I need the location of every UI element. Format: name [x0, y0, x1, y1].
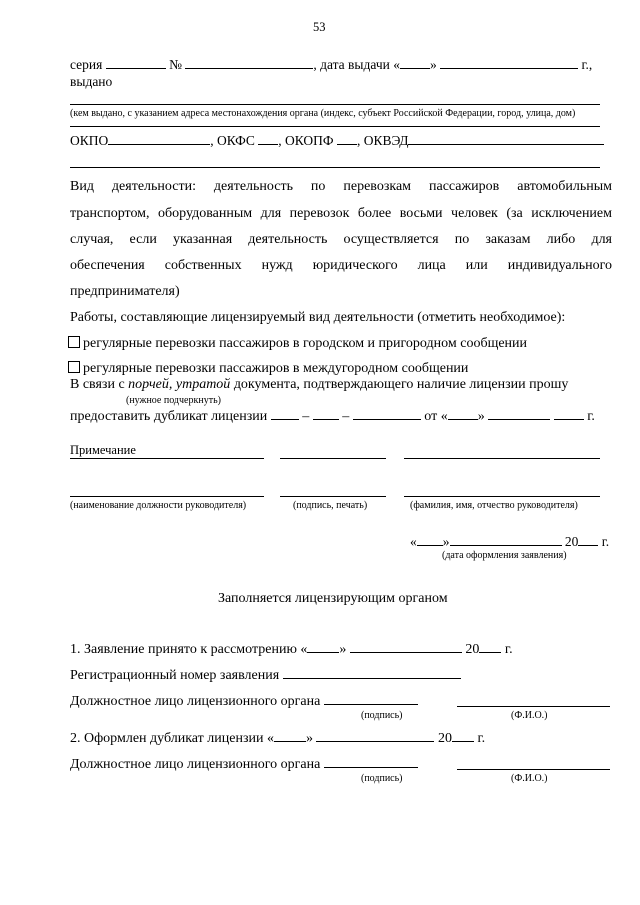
dash-2: –	[342, 409, 350, 424]
license-part-1[interactable]	[271, 407, 299, 420]
issued-by-field-2[interactable]	[70, 126, 600, 127]
year-label: г.	[601, 534, 610, 549]
codes-line	[70, 132, 604, 149]
fio-caption: (фамилия, имя, отчество руководителя)	[410, 500, 578, 511]
extra-line[interactable]	[70, 167, 600, 168]
sign-caption-2: (подпись)	[361, 773, 403, 784]
reg-number-label: Регистрационный номер заявления	[70, 668, 280, 683]
dash-1: –	[302, 409, 310, 424]
from-label: от «	[424, 409, 448, 424]
reg-number-field[interactable]	[283, 666, 461, 679]
note-field[interactable]	[70, 458, 264, 459]
activity-line-5: предпринимателя)	[70, 284, 180, 299]
duplicate-day-field[interactable]	[274, 729, 306, 742]
duplicate-month-field[interactable]	[316, 729, 434, 742]
checkbox-city-label: регулярные перевозки пассажиров в городском и пригородном сообщении	[83, 336, 528, 351]
issued-by-caption: (кем выдано, с указанием адреса местонахождения органа (индекс, субъект Российской Федерации, город, улица, дом)	[70, 108, 576, 119]
issued-label: выдано	[70, 74, 113, 89]
okfs-label: , ОКФС	[210, 133, 255, 148]
official-fio-field-1[interactable]	[457, 706, 610, 707]
fio-caption-1: (Ф.И.О.)	[511, 710, 548, 721]
checkbox-row-intercity[interactable]	[68, 361, 468, 377]
official-fio-field-2[interactable]	[457, 769, 610, 770]
okved-field[interactable]	[408, 132, 604, 145]
position-caption: (наименование должности руководителя)	[70, 500, 247, 511]
quote-open: «	[410, 534, 417, 549]
application-date-caption: (дата оформления заявления)	[442, 550, 567, 561]
checkbox-intercity-label: регулярные перевозки пассажиров в междугородном сообщении	[83, 361, 469, 376]
quote-close: »	[339, 642, 347, 657]
quote-close: »	[305, 731, 313, 746]
okpo-label: ОКПО	[70, 133, 109, 148]
series-field[interactable]	[106, 56, 166, 69]
century-label: 20	[564, 534, 579, 549]
note-field-3[interactable]	[404, 458, 600, 459]
signature-caption: (подпись, печать)	[293, 500, 368, 511]
fio-field[interactable]	[404, 496, 600, 497]
number-field[interactable]	[185, 56, 313, 69]
year-label: г.	[477, 731, 486, 746]
accepted-month-field[interactable]	[350, 640, 462, 653]
request-line-2	[70, 407, 595, 425]
series-line	[70, 56, 592, 73]
issue-month-year-field[interactable]	[440, 56, 578, 69]
quote-close: »	[477, 409, 485, 424]
okved-label: , ОКВЭД	[356, 133, 409, 148]
license-month-field[interactable]	[488, 407, 550, 420]
note-label: Примечание	[70, 443, 136, 457]
checkbox-city[interactable]	[68, 336, 80, 348]
series-label: серия	[70, 57, 103, 72]
reg-number-line	[70, 666, 461, 684]
request-hint: (нужное подчеркнуть)	[126, 395, 221, 406]
accepted-line	[70, 640, 513, 658]
application-date-line	[410, 533, 609, 550]
quote-close: »	[442, 534, 450, 549]
duplicate-year-field[interactable]	[452, 729, 474, 742]
license-part-3[interactable]	[353, 407, 421, 420]
issue-date-label: , дата выдачи «	[313, 57, 400, 72]
note-field-2[interactable]	[280, 458, 386, 459]
application-year-field[interactable]	[578, 533, 598, 546]
number-label: №	[169, 57, 182, 72]
activity-line-2: транспортом, оборудованным для перевозок более восьми человек (за исключением	[70, 206, 612, 221]
century-label: 20	[465, 642, 480, 657]
fio-caption-2: (Ф.И.О.)	[511, 773, 548, 784]
checkbox-row-city[interactable]	[68, 336, 527, 352]
issue-day-field[interactable]	[400, 56, 430, 69]
issued-by-field[interactable]	[70, 104, 600, 105]
sign-caption-1: (подпись)	[361, 710, 403, 721]
official-sign-field-1[interactable]	[324, 692, 418, 705]
okopf-field[interactable]	[337, 132, 357, 145]
year-label: г.	[587, 409, 595, 424]
application-month-field[interactable]	[450, 533, 562, 546]
checkbox-intercity[interactable]	[68, 361, 80, 373]
works-header: Работы, составляющие лицензируемый вид деятельности (отметить необходимое):	[70, 310, 566, 325]
okopf-label: , ОКОПФ	[278, 133, 334, 148]
duplicate-label: 2. Оформлен дубликат лицензии «	[70, 731, 274, 746]
quote-close: »	[429, 57, 437, 72]
license-part-2[interactable]	[313, 407, 339, 420]
official-label: Должностное лицо лицензионного органа	[70, 694, 321, 709]
activity-line-3: случая, если указанная деятельность осуществляется по заказам либо для	[70, 232, 612, 247]
official-line-1	[70, 692, 418, 710]
accepted-year-field[interactable]	[479, 640, 501, 653]
application-day-field[interactable]	[417, 533, 443, 546]
accepted-day-field[interactable]	[307, 640, 339, 653]
license-year-field[interactable]	[554, 407, 584, 420]
accepted-label: 1. Заявление принято к рассмотрению «	[70, 642, 308, 657]
request-damage: порчей, утратой	[128, 377, 231, 392]
license-day-field[interactable]	[448, 407, 478, 420]
page-number: 53	[313, 20, 326, 34]
activity-line-1: Вид деятельности: деятельность по перевозкам пассажиров автомобильным	[70, 179, 612, 194]
activity-line-4: обеспечения собственных нужд юридического лица или индивидуального	[70, 258, 612, 273]
request-prefix: В связи с	[70, 377, 129, 392]
duplicate-line	[70, 729, 485, 747]
request-duplicate-label: предоставить дубликат лицензии	[70, 409, 268, 424]
year-label: г.	[504, 642, 513, 657]
year-label: г.,	[581, 57, 593, 72]
signature-field[interactable]	[280, 496, 386, 497]
okpo-field[interactable]	[108, 132, 210, 145]
request-suffix: документа, подтверждающего наличие лицензии прошу	[230, 377, 569, 392]
official-sign-field-2[interactable]	[324, 755, 418, 768]
official-label: Должностное лицо лицензионного органа	[70, 757, 321, 772]
authority-title: Заполняется лицензирующим органом	[218, 591, 448, 606]
request-line-1	[70, 377, 568, 393]
century-label: 20	[437, 731, 452, 746]
official-line-2	[70, 755, 418, 773]
okfs-field[interactable]	[258, 132, 278, 145]
position-field[interactable]	[70, 496, 264, 497]
